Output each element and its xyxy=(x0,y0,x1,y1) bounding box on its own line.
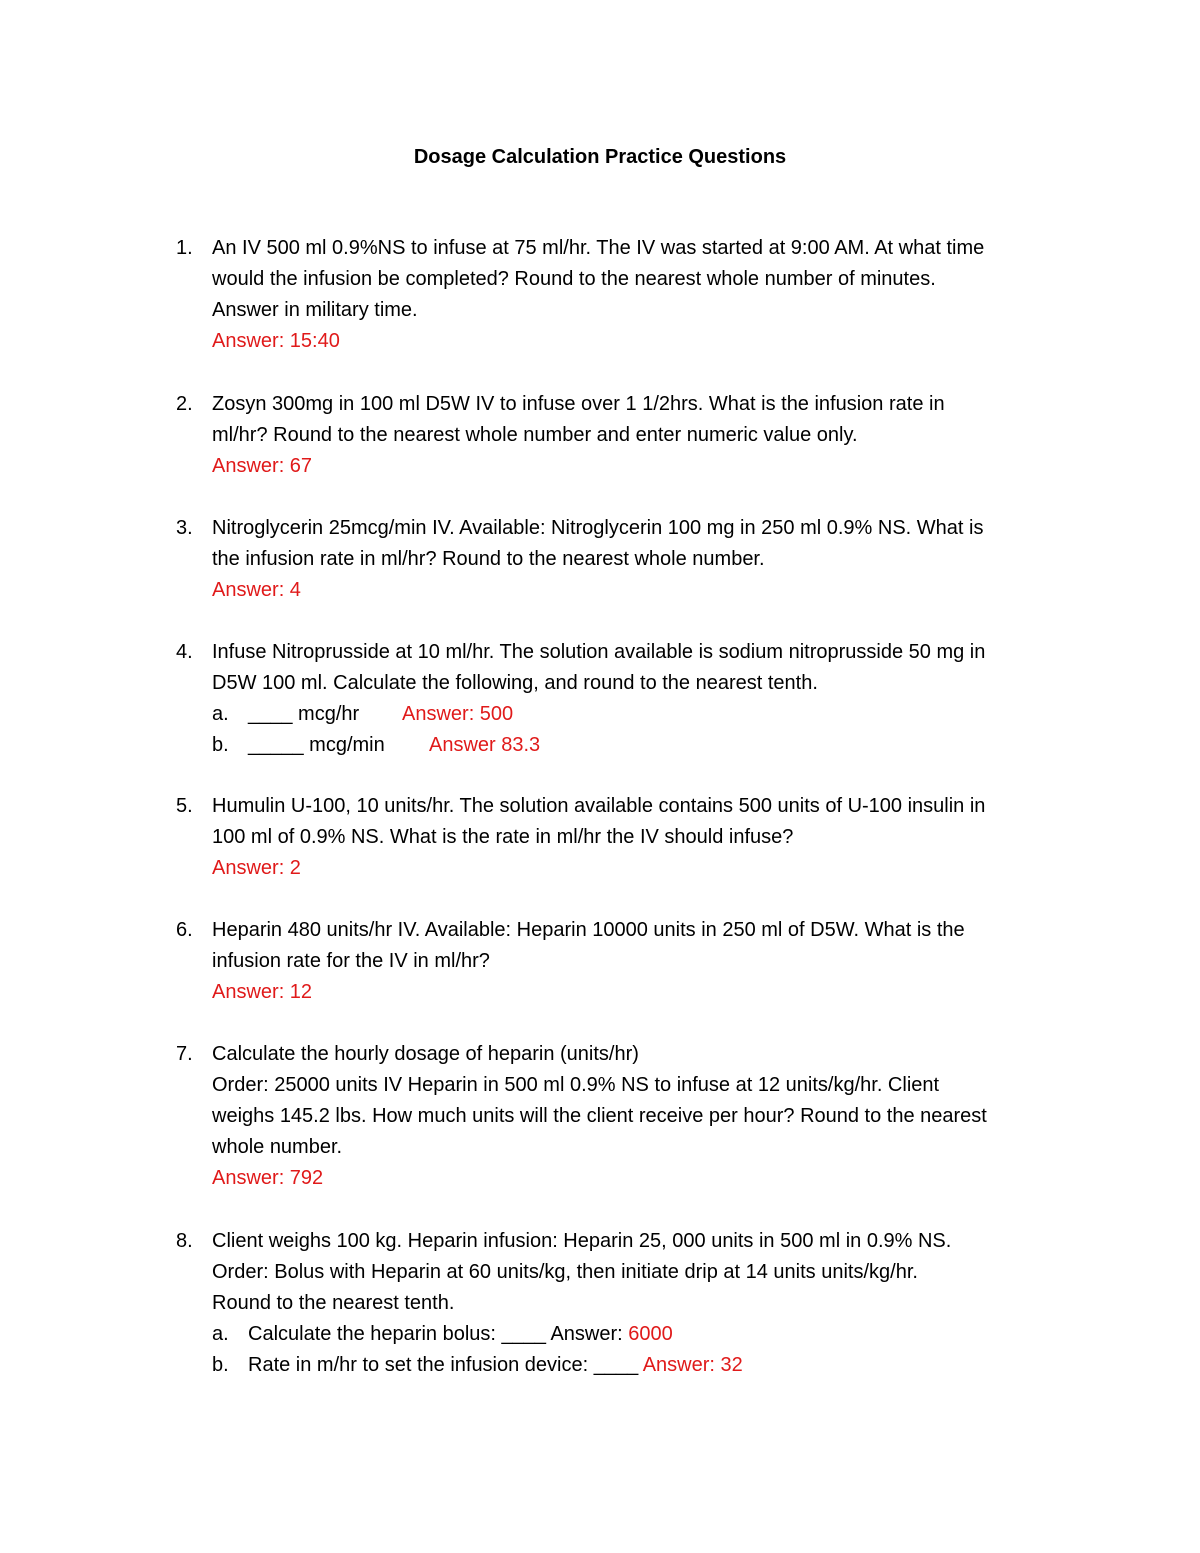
question-text-line: Client weighs 100 kg. Heparin infusion: Heparin 25, 000 units in 500 ml in 0.9% NS. xyxy=(212,1230,952,1252)
sub-item-line xyxy=(248,1350,743,1381)
question-number: 4. xyxy=(176,641,193,663)
question-text-line: Calculate the hourly dosage of heparin (units/hr) xyxy=(212,1043,639,1065)
question-text-line: Order: 25000 units IV Heparin in 500 ml 0.9% NS to infuse at 12 units/kg/hr. Client xyxy=(212,1074,940,1096)
sub-item-line xyxy=(248,1319,673,1350)
question-6 xyxy=(176,915,1056,1008)
question-number: 5. xyxy=(176,795,193,817)
answer-text: Answer 83.3 xyxy=(429,734,541,756)
answer-text: 6000 xyxy=(628,1323,673,1345)
question-3 xyxy=(176,513,1056,606)
question-text-line: Infuse Nitroprusside at 10 ml/hr. The solution available is sodium nitroprusside 50 mg in xyxy=(212,641,986,663)
question-text-line: Humulin U-100, 10 units/hr. The solution available contains 500 units of U-100 insulin in xyxy=(212,795,986,817)
answer-text: Answer: 32 xyxy=(642,1354,743,1376)
answer-text: Answer: 4 xyxy=(212,579,301,601)
sub-item-text: _____ mcg/min xyxy=(248,734,385,756)
question-text-line: the infusion rate in ml/hr? Round to the nearest whole number. xyxy=(212,548,765,570)
question-number: 6. xyxy=(176,919,193,941)
question-text-line: An IV 500 ml 0.9%NS to infuse at 75 ml/hr. The IV was started at 9:00 AM. At what time xyxy=(212,237,985,259)
question-number: 8. xyxy=(176,1230,193,1252)
sub-item-text: Calculate the heparin bolus: ____ Answer: xyxy=(248,1323,623,1345)
question-text-line: Nitroglycerin 25mcg/min IV. Available: Nitroglycerin 100 mg in 250 ml 0.9% NS. What is xyxy=(212,517,984,539)
sub-item-text: ____ mcg/hr xyxy=(248,703,360,725)
question-text-line: Zosyn 300mg in 100 ml D5W IV to infuse over 1 1/2hrs. What is the infusion rate in xyxy=(212,393,945,415)
question-2 xyxy=(176,389,1056,482)
question-text-line: weighs 145.2 lbs. How much units will the client receive per hour? Round to the nearest xyxy=(212,1105,987,1127)
answer-text: Answer: 500 xyxy=(402,703,514,725)
question-number: 3. xyxy=(176,517,193,539)
question-1 xyxy=(176,233,1056,357)
answer-text: Answer: 67 xyxy=(212,455,313,477)
question-5 xyxy=(176,791,1056,884)
question-number: 2. xyxy=(176,393,193,415)
answer-text: Answer: 12 xyxy=(212,981,313,1003)
question-text-line: Heparin 480 units/hr IV. Available: Heparin 10000 units in 250 ml of D5W. What is the xyxy=(212,919,965,941)
question-text-line: whole number. xyxy=(212,1136,343,1158)
question-number: 1. xyxy=(176,237,193,259)
sub-item-text: Rate in m/hr to set the infusion device: ____ xyxy=(248,1354,639,1376)
answer-text: Answer: 792 xyxy=(212,1167,324,1189)
question-text-line: would the infusion be completed? Round to the nearest whole number of minutes. xyxy=(212,268,936,290)
question-text-line: 100 ml of 0.9% NS. What is the rate in ml/hr the IV should infuse? xyxy=(212,826,794,848)
question-8 xyxy=(176,1226,1056,1381)
question-text-line: Round to the nearest tenth. xyxy=(212,1292,455,1314)
question-text-line: D5W 100 ml. Calculate the following, and round to the nearest tenth. xyxy=(212,672,818,694)
sub-item-letter: b. xyxy=(212,1354,229,1376)
question-text-line: ml/hr? Round to the nearest whole number and enter numeric value only. xyxy=(212,424,858,446)
question-text-line: infusion rate for the IV in ml/hr? xyxy=(212,950,490,972)
question-text-line: Answer in military time. xyxy=(212,299,418,321)
question-text-line: Order: Bolus with Heparin at 60 units/kg, then initiate drip at 14 units units/kg/hr. xyxy=(212,1261,918,1283)
sub-item-letter: b. xyxy=(212,734,229,756)
sub-item-letter: a. xyxy=(212,1323,229,1345)
answer-text: Answer: 15:40 xyxy=(212,330,340,352)
page-title: Dosage Calculation Practice Questions xyxy=(413,146,787,168)
answer-text: Answer: 2 xyxy=(212,857,301,879)
question-4 xyxy=(176,637,1056,761)
question-7 xyxy=(176,1039,1056,1194)
sub-item-letter: a. xyxy=(212,703,229,725)
question-number: 7. xyxy=(176,1043,193,1065)
